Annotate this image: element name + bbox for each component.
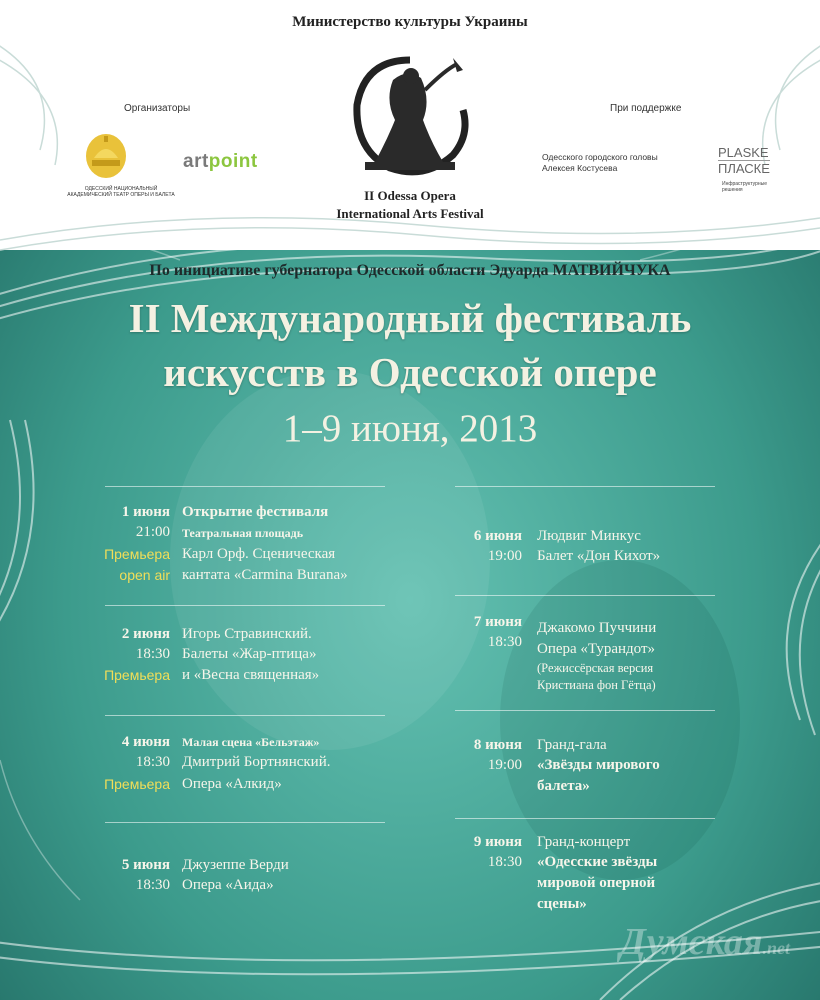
watermark-suffix: .net [762, 938, 790, 958]
event-line: Игорь Стравинский. [182, 626, 312, 642]
plaske-subtitle: Инфраструктурные решения [722, 181, 767, 193]
event-line: Гранд-концерт [537, 834, 631, 850]
event-line: Гранд-гала [537, 737, 607, 753]
divider [105, 822, 385, 823]
premiere-badge: Премьера [104, 776, 170, 792]
divider [455, 595, 715, 596]
event-time: 18:30 [487, 854, 522, 870]
divider [455, 818, 715, 819]
plaske-line1: PLASKE [718, 145, 769, 160]
artpoint-logo [183, 151, 258, 173]
event-date: 5 июня [121, 857, 170, 873]
event-line: Опера «Турандот» [537, 641, 656, 657]
event-line: Опера «Аида» [182, 877, 274, 893]
open-air-badge: open air [119, 567, 170, 583]
event-date: 7 июня [473, 614, 522, 630]
event-time: 18:30 [487, 634, 522, 650]
festival-dates: 1–9 июня, 2013 [282, 407, 538, 450]
event-line: «Одесские звёзды [537, 854, 658, 870]
festival-name-line1: II Odessa Opera [364, 188, 456, 203]
divider [105, 715, 385, 716]
festival-name-line2: International Arts Festival [336, 206, 484, 221]
event-line: Опера «Алкид» [182, 776, 282, 792]
dumskaya-watermark [620, 920, 790, 964]
event-line: мировой оперной [537, 875, 656, 891]
event-line: сцены» [537, 896, 587, 912]
event-line: Балеты «Жар-птица» [182, 646, 317, 662]
divider [105, 486, 385, 487]
plaske-logo [718, 145, 770, 176]
event-date: 8 июня [473, 737, 522, 753]
event-line: Карл Орф. Сценическая [182, 546, 336, 562]
premiere-badge: Премьера [104, 667, 170, 683]
ministry-title: Министерство культуры Украины [292, 14, 528, 30]
event-date: 1 июня [121, 504, 170, 520]
event-date: 9 июня [473, 834, 522, 850]
event-line: Кристиана фон Гётца) [537, 678, 656, 692]
event-line: Людвиг Минкус [537, 528, 641, 544]
event-line: Театральная площадь [182, 526, 304, 540]
event-time: 19:00 [487, 757, 522, 773]
premiere-badge: Премьера [104, 546, 170, 562]
opera-theatre-logo-icon [84, 132, 128, 180]
divider [455, 710, 715, 711]
event-line: Балет «Дон Кихот» [537, 548, 661, 564]
event-line: «Звёзды мирового [537, 757, 660, 773]
event-time: 18:30 [135, 646, 170, 662]
divider [455, 486, 715, 487]
festival-title-line2: искусств в Одесской опере [163, 349, 657, 395]
event-time: 21:00 [135, 524, 170, 540]
artpoint-suffix: point [208, 151, 258, 172]
mayor-line1: Одесского городского головы [542, 152, 658, 162]
festival-emblem-icon [335, 50, 485, 185]
event-line: и «Весна священная» [182, 667, 320, 683]
mayor-line2: Алексея Костусева [542, 163, 618, 173]
event-line: Джакомо Пуччини [537, 620, 657, 636]
theatre-name: ОДЕССКИЙ НАЦИОНАЛЬНЫЙ АКАДЕМИЧЕСКИЙ ТЕАТР ОПЕРЫ И БАЛЕТА [67, 186, 175, 198]
event-line: балета» [537, 778, 590, 794]
event-date: 2 июня [121, 626, 170, 642]
festival-title-line1: II Международный фестиваль [128, 295, 692, 341]
event-line: Малая сцена «Бельэтаж» [182, 735, 320, 749]
event-line: (Режиссёрская версия [537, 661, 654, 675]
organizers-label: Организаторы [124, 103, 191, 114]
event-time: 19:00 [487, 548, 522, 564]
event-date: 4 июня [121, 734, 170, 750]
event-line: кантата «Carmina Burana» [182, 567, 348, 583]
divider [105, 605, 385, 606]
mayor-support-text [542, 152, 682, 174]
festival-emblem-caption [300, 187, 520, 223]
support-label: При поддержке [610, 103, 682, 114]
event-line: Джузеппе Верди [182, 857, 289, 873]
artpoint-prefix: art [183, 151, 209, 172]
plaske-line2: ПЛАСКЕ [718, 161, 770, 176]
watermark-main: Думская [619, 921, 763, 963]
event-time: 18:30 [135, 877, 170, 893]
event-line: Дмитрий Бортнянский. [182, 754, 331, 770]
event-date: 6 июня [473, 528, 522, 544]
event-line: Открытие фестиваля [182, 504, 329, 520]
event-time: 18:30 [135, 754, 170, 770]
initiative-line: По инициативе губернатора Одесской области Эдуарда МАТВИЙЧУКА [149, 262, 671, 279]
